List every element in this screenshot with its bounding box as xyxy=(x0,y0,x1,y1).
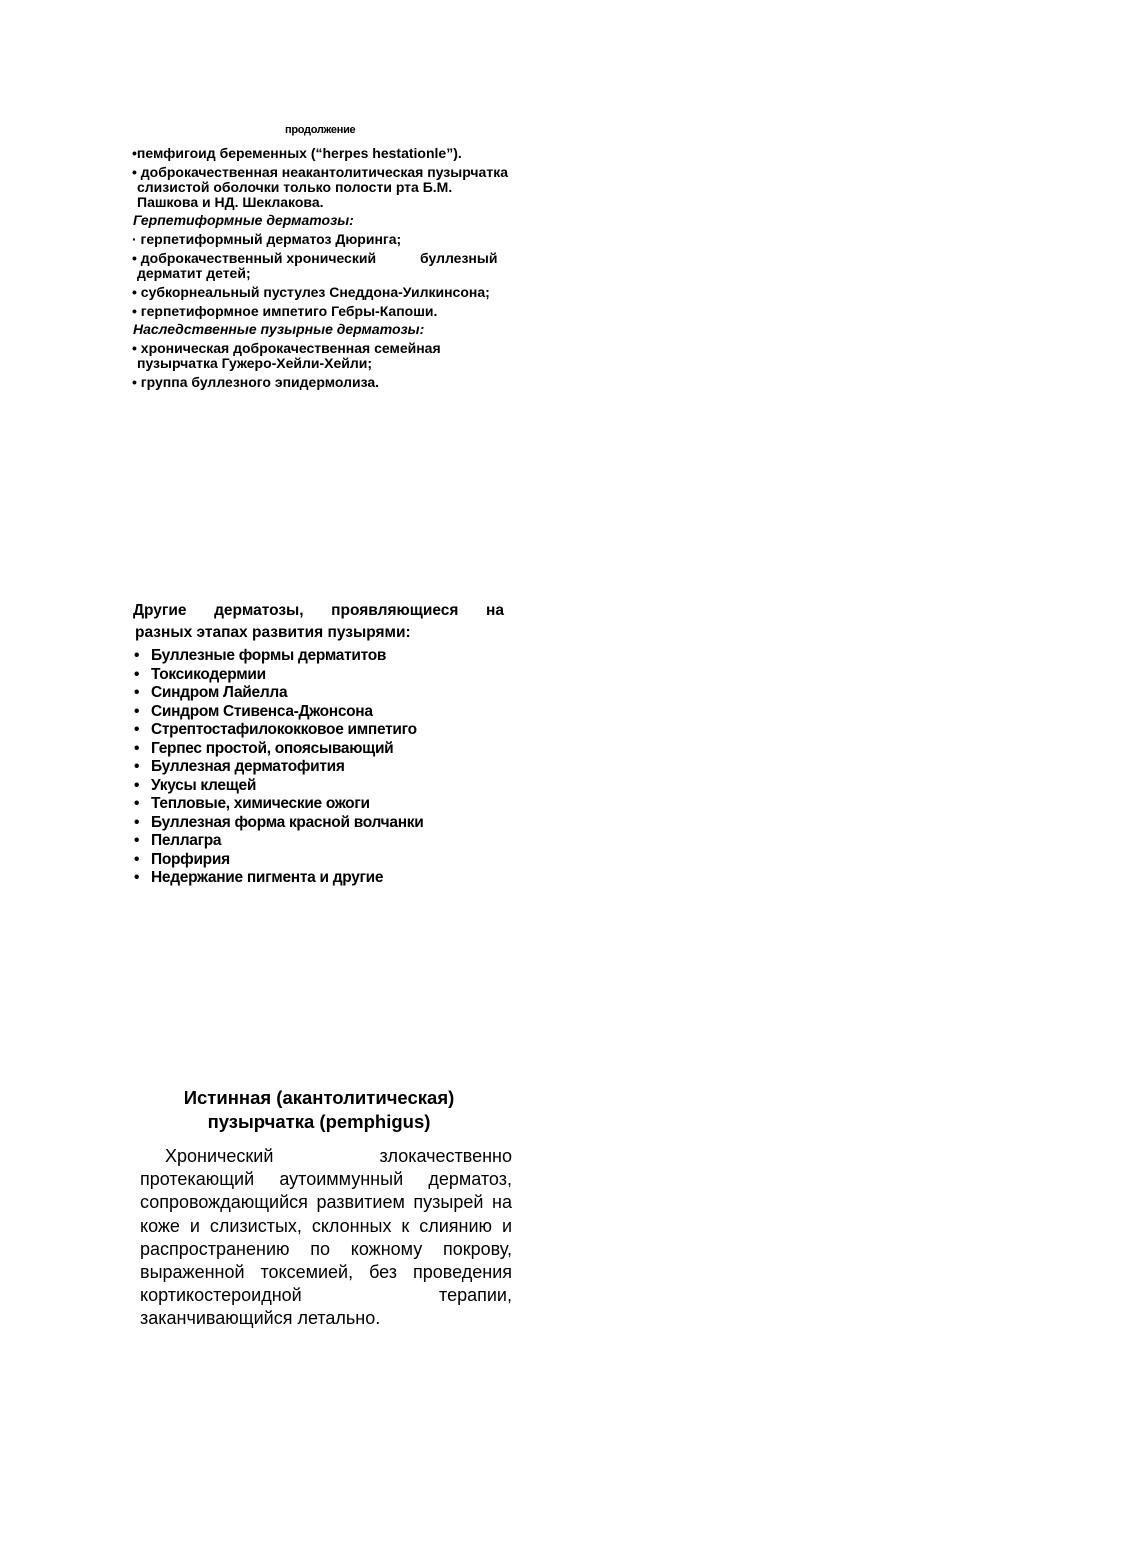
section-heading: Другие дерматозы, проявляющиеся на xyxy=(133,602,504,619)
list-item-word: буллезный xyxy=(420,250,498,266)
list-item-text: Буллезная дерматофития xyxy=(151,758,345,775)
bullet: • xyxy=(134,850,140,868)
bullet: • xyxy=(134,813,140,831)
list-item: • герпетиформное импетиго Гебры-Капоши. xyxy=(132,303,438,319)
bullet: • xyxy=(134,795,140,812)
list-item-text: Тепловые, химические ожоги xyxy=(151,795,370,812)
subheading: Наследственные пузырные дерматозы: xyxy=(133,321,425,337)
list-item xyxy=(134,740,423,759)
list-item: •пемфигоид беременных (“herpes hestationle”). xyxy=(132,145,462,161)
list-item xyxy=(134,814,423,833)
list-item-text: Порфирия xyxy=(151,850,230,868)
list-item xyxy=(134,777,423,796)
bullet: • xyxy=(134,702,140,720)
list-item-text: Синдром Лайелла xyxy=(151,684,288,701)
list-item: · герпетиформный дерматоз Дюринга; xyxy=(132,231,402,247)
list-item: • группа буллезного эпидермолиза. xyxy=(132,374,380,390)
list-item-continuation: пузырчатка Гужеро-Хейли-Хейли; xyxy=(137,355,373,371)
list-item xyxy=(134,666,423,685)
list-item-text: Герпес простой, опоясывающий xyxy=(151,739,394,757)
bullet: • xyxy=(134,647,140,664)
bullet: • xyxy=(134,776,140,794)
list-item-text: Пеллагра xyxy=(151,832,222,849)
list-item-text: Укусы клещей xyxy=(151,776,257,794)
bullet: • xyxy=(134,665,140,683)
list-item xyxy=(134,758,423,777)
subheading: Герпетиформные дерматозы: xyxy=(133,212,354,228)
list-item-text: Стрептостафилококковое импетиго xyxy=(151,721,417,738)
list-item-text: Синдром Стивенса-Джонсона xyxy=(151,702,373,720)
list-item-text: Токсикодермии xyxy=(151,665,266,683)
section-title: Истинная (акантолитическая) xyxy=(183,1087,455,1108)
list-item xyxy=(134,795,423,814)
section-title: пузырчатка (pemphigus) xyxy=(207,1111,431,1132)
list-item-text: Буллезная форма красной волчанки xyxy=(151,813,424,831)
definition-paragraph: Хронический злокачественно протекающий аутоиммунный дерматоз, сопровождающийся развитием пузырей на коже и слизистых, склонных к слиянию и распространению по кожному покрову, выраженной токсемией, без проведения кортикостероидной терапии, заканчивающийся летально. xyxy=(140,1146,512,1329)
list-item xyxy=(134,851,423,870)
list-item: • доброкачественная неакантолитическая пузырчатка xyxy=(132,164,508,180)
bullet: • xyxy=(134,739,140,757)
list-item xyxy=(134,721,423,740)
bullet: • xyxy=(134,684,140,701)
list-item xyxy=(134,684,423,703)
list-item-text: Недержание пигмента и другие xyxy=(151,869,384,886)
list-item: • доброкачественный хронический xyxy=(132,250,377,266)
list-item-text: Буллезные формы дерматитов xyxy=(151,647,387,664)
bullet: • xyxy=(134,832,140,849)
list-item xyxy=(134,869,423,888)
list-item xyxy=(134,832,423,851)
bullet: • xyxy=(134,721,140,738)
list-item-continuation: дерматит детей; xyxy=(137,265,251,281)
list-item-continuation: Пашкова и НД. Шеклакова. xyxy=(137,194,324,210)
list-item xyxy=(134,647,423,666)
continuation-note: продолжение xyxy=(285,124,356,136)
list-item-continuation: слизистой оболочки только полости рта Б.М. xyxy=(137,179,453,195)
dermatoses-list xyxy=(134,647,423,888)
bullet: • xyxy=(134,869,140,886)
bullet: • xyxy=(134,758,140,775)
list-item xyxy=(134,703,423,722)
list-item: • субкорнеальный пустулез Снеддона-Уилкинсона; xyxy=(132,284,490,300)
section-heading: разных этапах развития пузырями: xyxy=(135,624,411,641)
list-item: • хроническая доброкачественная семейная xyxy=(132,340,441,356)
